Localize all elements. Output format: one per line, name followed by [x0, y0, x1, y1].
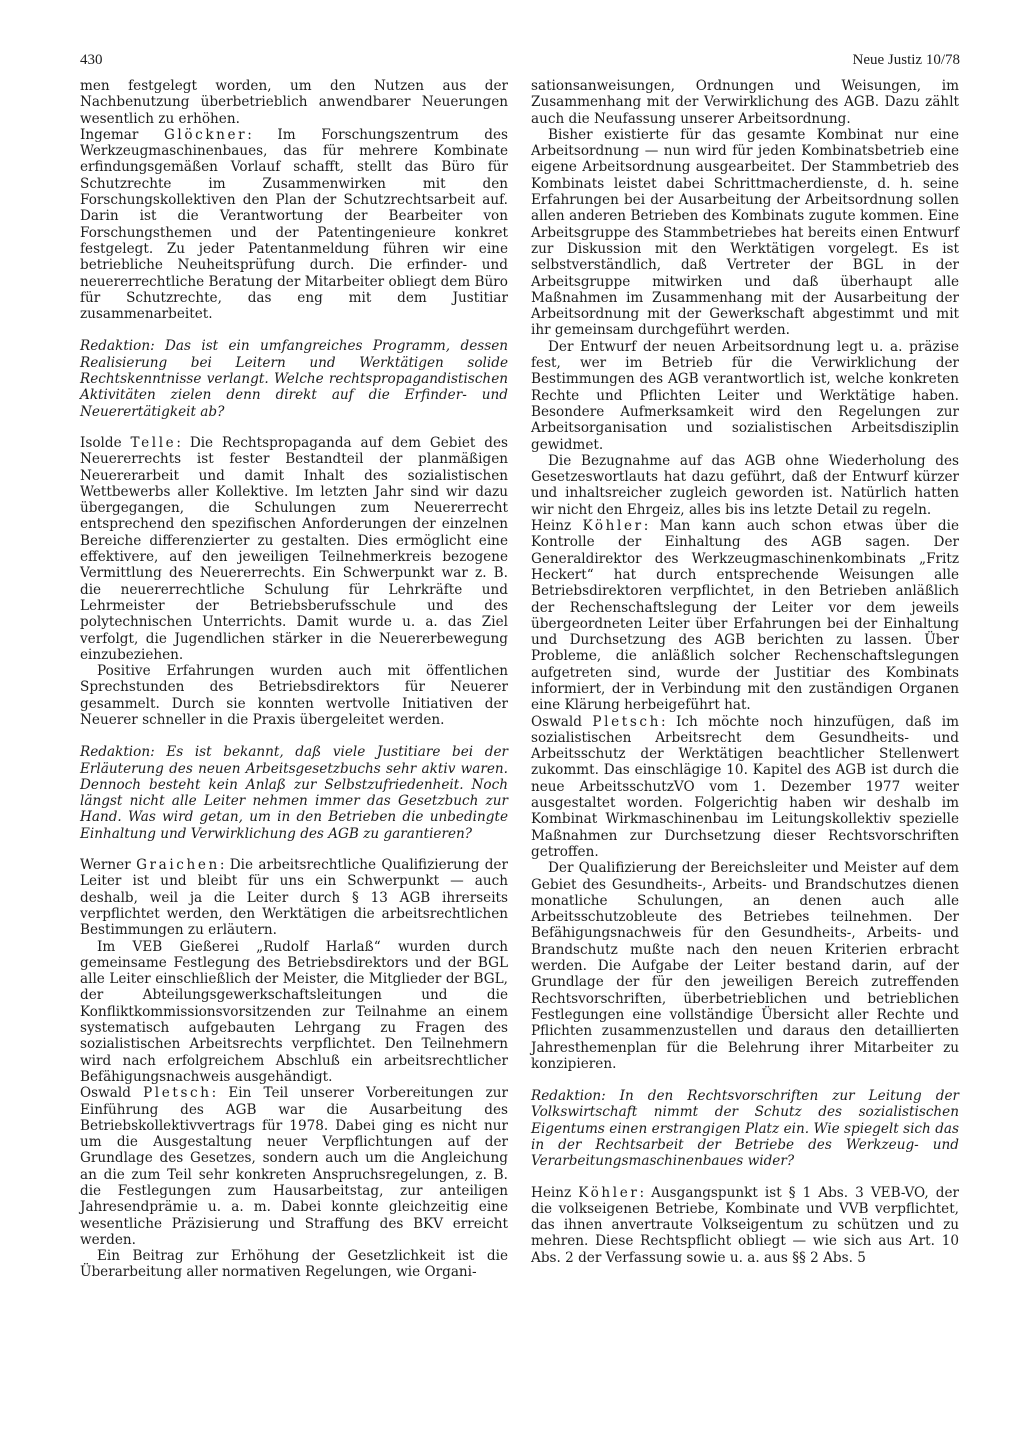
editorial-question: Redaktion: In den Rechtsvorschriften zur Leitung der Volkswirtschaft nimmt der Schutz des sozialistischen Eigentums einen erstrangigen Platz ein. Wie spiegelt sich das in der Rechtsarbeit der Betriebe des Werkzeug- und Verarbeitungsmaschinenbaues wider? [531, 1088, 959, 1170]
paragraph-text: : Ausgangspunkt ist § 1 Abs. 3 VEB-VO, der die volkseigenen Betriebe, Kombinate und VVB verpflichtet, das ihnen anvertraute Volkseigentum zu schützen und zu mehren. Diese Rechtspflicht obliegt — wie sich aus Art. 10 Abs. 2 der Verfassung sowie u. a. aus §§ 2 Abs. 5 [531, 1184, 959, 1266]
editorial-question: Redaktion: Es ist bekannt, daß viele Justitiare bei der Erläuterung des neuen Arbeitsgesetzbuchs sehr aktiv waren. Dennoch besteht kein Anlaß zur Selbstzufriedenheit. Noch längst nicht alle Leiter nehmen immer das Gesetzbuch zur Hand. Was wird getan, um in den Betrieben die unbedingte Einhaltung und Verwirklichung des AGB zu garantieren? [80, 744, 508, 842]
paragraph-text: : Man kann auch schon etwas über die Kontrolle der Einhaltung des AGB sagen. Der Generaldirektor des Werkzeugmaschinenkombinats „Fritz Heckert“ hat durch entsprechende Weisungen alle Betriebsdirektoren verpflichtet, in den Betrieben anläßlich der Rechenschaftslegung der Leiter vor dem jeweils übergeordneten Leiter über Erfahrungen bei der Einhaltung und Durchsetzung des AGB berichten zu lassen. Über Probleme, die anläßlich solcher Rechenschaftslegungen aufgetreten sind, wurde der Justitiar des Kombinats informiert, der in Verbindung mit den zuständigen Organen eine Klärung herbeigeführt hat. [531, 518, 959, 714]
paragraph: sationsanweisungen, Ordnungen und Weisungen, im Zusammenhang mit der Verwirklichung des AGB. Dazu zählt auch die Neufassung unserer Arbeitsordnung. [531, 78, 959, 127]
speaker-last-name: Köhler [578, 1184, 640, 1201]
paragraph: Im VEB Gießerei „Rudolf Harlaß“ wurden durch gemeinsame Festlegung des Betriebsdirektors und der BGL alle Leiter einschließlich der Meister, die Mitglieder der BGL, der Abteilungsgewerkschaftsleitungen und die Konfliktkommissionsvorsitzenden zur Teilnahme an einem systematisch aufgebauten Lehrgang zu Fragen des sozialistischen Arbeitsrechts verpflichtet. Den Teilnehmern wird nach erfolgreichem Abschluß ein arbeitsrechtlicher Befähigungsnachweis ausgehändigt. [80, 938, 508, 1085]
speaker-paragraph [80, 1085, 508, 1248]
speaker-last-name: Graichen [136, 857, 220, 874]
paragraph: Der Entwurf der neuen Arbeitsordnung legt u. a. präzise fest, wer im Betrieb für die Verwirklichung der Bestimmungen des AGB verantwortlich ist, welche konkreten Rechte und Pflichten Leiter und Werktätige haben. Besondere Aufmerksamkeit wird den Regelungen zur Arbeitsorganisation und sozialistischen Arbeitsdisziplin gewidmet. [531, 338, 959, 453]
left-column [80, 78, 508, 1281]
speaker-last-name: Telle [130, 434, 177, 451]
paragraph: Der Qualifizierung der Bereichsleiter und Meister auf dem Gebiet des Gesundheits-, Arbeits- und Brandschutzes dienen monatliche Schulungen, an denen auch alle Arbeitsschutzobleute des Betriebes teilnehmen. Der Befähigungsnachweis für den Gesundheits-, Arbeits- und Brandschutz mußte nach den neuen Kriterien erbracht werden. Die Aufgabe der Leiter bestand darin, auf der Grundlage der für den jeweiligen Bereich zutreffenden Rechtsvorschriften, überbetrieblichen und betrieblichen Festlegungen eine vollständige Übersicht aller Rechte und Pflichten zusammenzustellen und daraus den detaillierten Jahresthemenplan für die Belehrung ihrer Mitarbeiter zu konzipieren. [531, 860, 959, 1072]
paragraph-text: : Die arbeitsrechtliche Qualifizierung der Leiter ist und bleibt für uns ein Schwerpunkt — auch deshalb, weil ja die Leiter durch § 13 AGB ihrerseits verpflichtet werden, den Werktätigen die arbeitsrechtlichen Bestimmungen zu erläutern. [80, 857, 508, 939]
editorial-question: Redaktion: Das ist ein umfangreiches Programm, dessen Realisierung bei Leitern und Werktätigen solide Rechtskenntnisse verlangt. Welche rechtspropagandistischen Aktivitäten zielen denn direkt auf die Erfinder- und Neuerertätigkeit ab? [80, 338, 508, 420]
speaker-first-name: Heinz [531, 1184, 572, 1201]
paragraph: Die Bezugnahme auf das AGB ohne Wiederholung des Gesetzeswortlauts hat dazu geführt, daß der Entwurf kürzer und inhaltsreicher zugleich geworden ist. Natürlich hatten wir nicht den Ehrgeiz, alles bis ins letzte Detail zu regeln. [531, 452, 959, 518]
right-column [531, 78, 959, 1266]
speaker-first-name: Isolde [80, 434, 122, 451]
page-header [80, 52, 960, 74]
speaker-paragraph [531, 518, 959, 714]
speaker-last-name: Köhler [582, 518, 644, 535]
speaker-paragraph [80, 435, 508, 663]
paragraph: Bisher existierte für das gesamte Kombinat nur eine Arbeitsordnung — nun wird für jeden Kombinatsbetrieb eine eigene Arbeitsordnung ausgearbeitet. Der Stammbetrieb des Kombinats leistet dabei Schrittmacherdienste, d. h. seine Erfahrungen bei der Ausarbeitung der Arbeitsordnung sollen allen anderen Betrieben des Kombinats zugute kommen. Eine Arbeitsgruppe des Stammbetriebes hat bereits einen Entwurf zur Diskussion mit den Werktätigen vorgelegt. Es ist selbstverständlich, daß Vertreter der BGL in der Arbeitsgruppe mitwirken und daß überhaupt alle Maßnahmen im Zusammenhang mit der Ausarbeitung der Arbeitsordnung mit der Gewerkschaft abgestimmt und mit ihr gemeinsam durchgeführt werden. [531, 126, 959, 339]
speaker-last-name: Glöckner [163, 126, 248, 143]
paragraph-text: : Ich möchte noch hinzufügen, daß im sozialistischen Arbeitsrecht dem Gesundheits- und Arbeitsschutz der Werktätigen beachtlicher Stellenwert zukommt. Das einschlägige 10. Kapitel des AGB ist durch die neue ArbeitsschutzVO vom 1. Dezember 1977 weiter ausgestaltet worden. Folgerichtig haben wir deshalb im Kombinat Wirkmaschinenbau im Leitungskollektiv spezielle Maßnahmen zur Durchsetzung dieser Rechtsvorschriften getroffen. [531, 713, 959, 860]
speaker-paragraph [531, 714, 959, 861]
page-number: 430 [80, 52, 103, 68]
journal-title: Neue Justiz 10/78 [852, 52, 960, 68]
paragraph-text: : Im Forschungszentrum des Werkzeugmaschinenbaues, das für mehrere Kombinate erfindungsgemäßen Vorlauf schafft, stellt das Büro für Schutzrechte im Zusammenwirken mit den Forschungskollektiven den Plan der Schutzrechtsarbeit auf. Darin ist die Verantwortung der Bearbeiter von Forschungsthemen und der Patentingenieure konkret festgelegt. Zu jeder Patentanmeldung führen wir eine betriebliche Neuheitsprüfung durch. Die erfinder- und neuererrechtliche Beratung der Mitarbeiter obliegt dem Büro für Schutzrechte, das eng mit dem Justitiar zusammenarbeitet. [80, 126, 508, 323]
speaker-first-name: Heinz [531, 518, 572, 535]
speaker-paragraph [80, 857, 508, 938]
paragraph-text: : Ein Teil unserer Vorbereitungen zur Einführung des AGB war die Ausarbeitung des Betriebskollektivvertrags für 1978. Dabei ging es nicht nur um die Ausgestaltung neuer Verpflichtungen auf der Grundlage des Gesetzes, sondern auch um die Angleichung an die zum Teil sehr konkreten Anspruchsregelungen, z. B. die Festlegungen zum Hausarbeitstag, zur anteiligen Jahresendprämie u. a. m. Dabei konnte gleichzeitig eine wesentliche Präzisierung und Straffung des BKV erreicht werden. [80, 1085, 508, 1248]
speaker-first-name: Oswald [531, 713, 582, 730]
paragraph: Positive Erfahrungen wurden auch mit öffentlichen Sprechstunden des Betriebsdirektors für Neuerer gesammelt. Durch sie konnten wertvolle Initiativen der Neuerer schneller in die Praxis übergeleitet werden. [80, 663, 508, 728]
speaker-first-name: Werner [80, 857, 131, 874]
speaker-last-name: Pletsch [592, 713, 661, 730]
paragraph: men festgelegt worden, um den Nutzen aus der Nachbenutzung überbetrieblich anwendbarer Neuerungen wesentlich zu erhöhen. [80, 78, 508, 127]
paragraph: Ein Beitrag zur Erhöhung der Gesetzlichkeit ist die Überarbeitung aller normativen Regelungen, wie Organi- [80, 1248, 508, 1281]
speaker-last-name: Pletsch [143, 1085, 212, 1102]
speaker-first-name: Oswald [80, 1085, 131, 1102]
paragraph-text: : Die Rechtspropaganda auf dem Gebiet des Neuererrechts ist fester Bestandteil der planmäßigen Neuererarbeit und damit Inhalt des sozialistischen Wettbewerbs aller Kollektive. Im letzten Jahr sind wir dazu übergegangen, die Schulungen zum Neuererrecht entsprechend den spezifischen Anforderungen der einzelnen Bereiche differenzierter zu gestalten. Dies ermöglicht eine effektivere, auf den jeweiligen Teilnehmerkreis bezogene Vermittlung des Neuererrechts. Ein Schwerpunkt war z. B. die neuererrechtliche Schulung für Lehrkräfte und Lehrmeister der Betriebsberufsschule und des polytechnischen Unterrichts. Damit wurde u. a. das Ziel verfolgt, die Jugendlichen stärker in die Neuererbewegung einzubeziehen. [80, 434, 508, 663]
speaker-paragraph [80, 127, 508, 323]
speaker-paragraph [531, 1185, 959, 1266]
speaker-first-name: Ingemar [80, 126, 139, 143]
